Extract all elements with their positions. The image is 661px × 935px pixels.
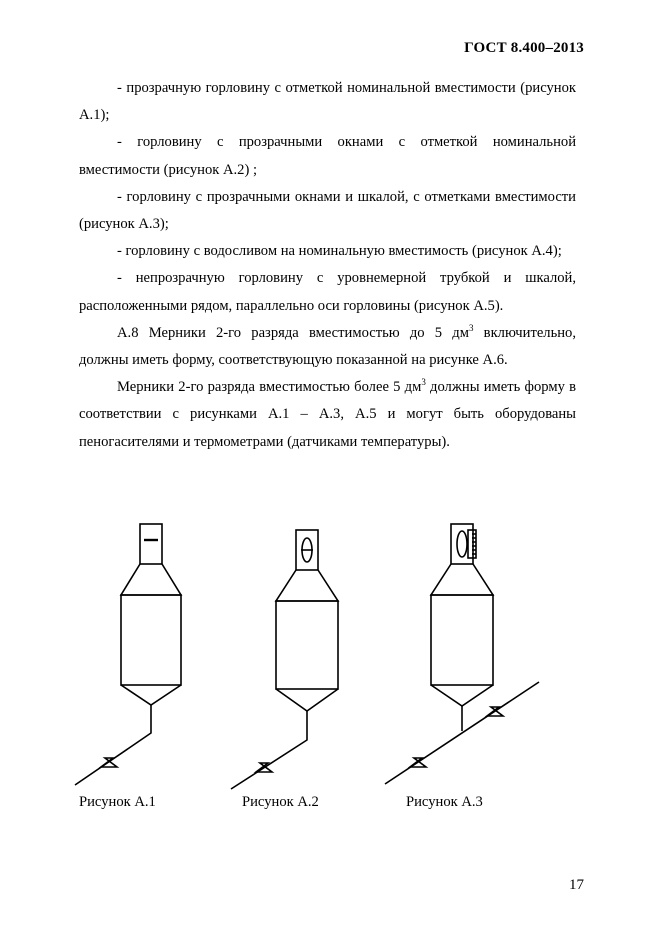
figure-a2-drawing — [231, 530, 338, 789]
figure-a2-upper-cone — [276, 570, 338, 601]
figure-a2-body — [276, 601, 338, 689]
paragraph-3: - горловину с прозрачными окнами и шкалой, с отметками вместимости (рисунок А.3); — [79, 188, 576, 233]
figure-a3-lower-cone — [431, 685, 493, 706]
paragraph-7-text-a: Мерники 2-го разряда вместимостью более 5 дм — [117, 379, 422, 396]
figure-a2-drain-pipe — [231, 711, 307, 789]
page-number: 17 — [569, 877, 584, 893]
paragraph-4: - горловину с водосливом на номинальную вместимость (рисунок А.4); — [117, 243, 562, 260]
paragraph-2: - горловину с прозрачными окнами с отметкой номинальной вместимости (рисунок А.2) ; — [79, 134, 576, 178]
figure-a2-caption: Рисунок А.2 — [242, 794, 319, 810]
figure-a1-neck — [140, 524, 162, 564]
paragraph-6 — [79, 320, 576, 374]
figure-a1-upper-cone — [121, 564, 181, 595]
figure-a3-window — [457, 531, 467, 557]
figure-a1-lower-cone — [121, 685, 181, 705]
paragraph-7 — [79, 374, 576, 456]
body-text — [79, 75, 576, 456]
document-header: ГОСТ 8.400–2013 — [464, 40, 584, 56]
paragraph-5: - непрозрачную горловину с уровнемерной трубкой и шкалой, расположенными рядом, параллельно оси горловины (рисунок А.5). — [79, 270, 576, 314]
paragraph-1: - прозрачную горловину с отметкой номинальной вместимости (рисунок А.1); — [79, 80, 576, 124]
paragraph-6-superscript: 3 — [468, 322, 474, 333]
figure-a3-caption: Рисунок А.3 — [406, 794, 483, 810]
paragraph-7-text-b: должны иметь форму в соответствии с рисунками А.1 – А.3, А.5 и могут быть оборудованы пеногасителями и термометрами (датчиками температуры). — [79, 379, 576, 450]
figure-a2-lower-cone — [276, 689, 338, 711]
figure-a1-caption: Рисунок А.1 — [79, 794, 156, 810]
figure-a3-upper-cone — [431, 564, 493, 595]
figure-a1-body — [121, 595, 181, 685]
paragraph-7-superscript: 3 — [421, 377, 426, 388]
paragraph-6-text-a: А.8 Мерники 2-го разряда вместимостью до 5 дм — [117, 324, 469, 341]
figures-drawing — [0, 515, 661, 815]
figure-a1-drawing — [75, 524, 181, 785]
figure-a3-pipe — [385, 682, 539, 784]
figure-a3-drawing — [385, 524, 539, 784]
figure-a1-drain-pipe — [75, 705, 151, 785]
paragraph-6-text-b: включительно, должны иметь форму, соответствующую показанной на рисунке А.6. — [79, 324, 576, 369]
figure-a3-body — [431, 595, 493, 685]
